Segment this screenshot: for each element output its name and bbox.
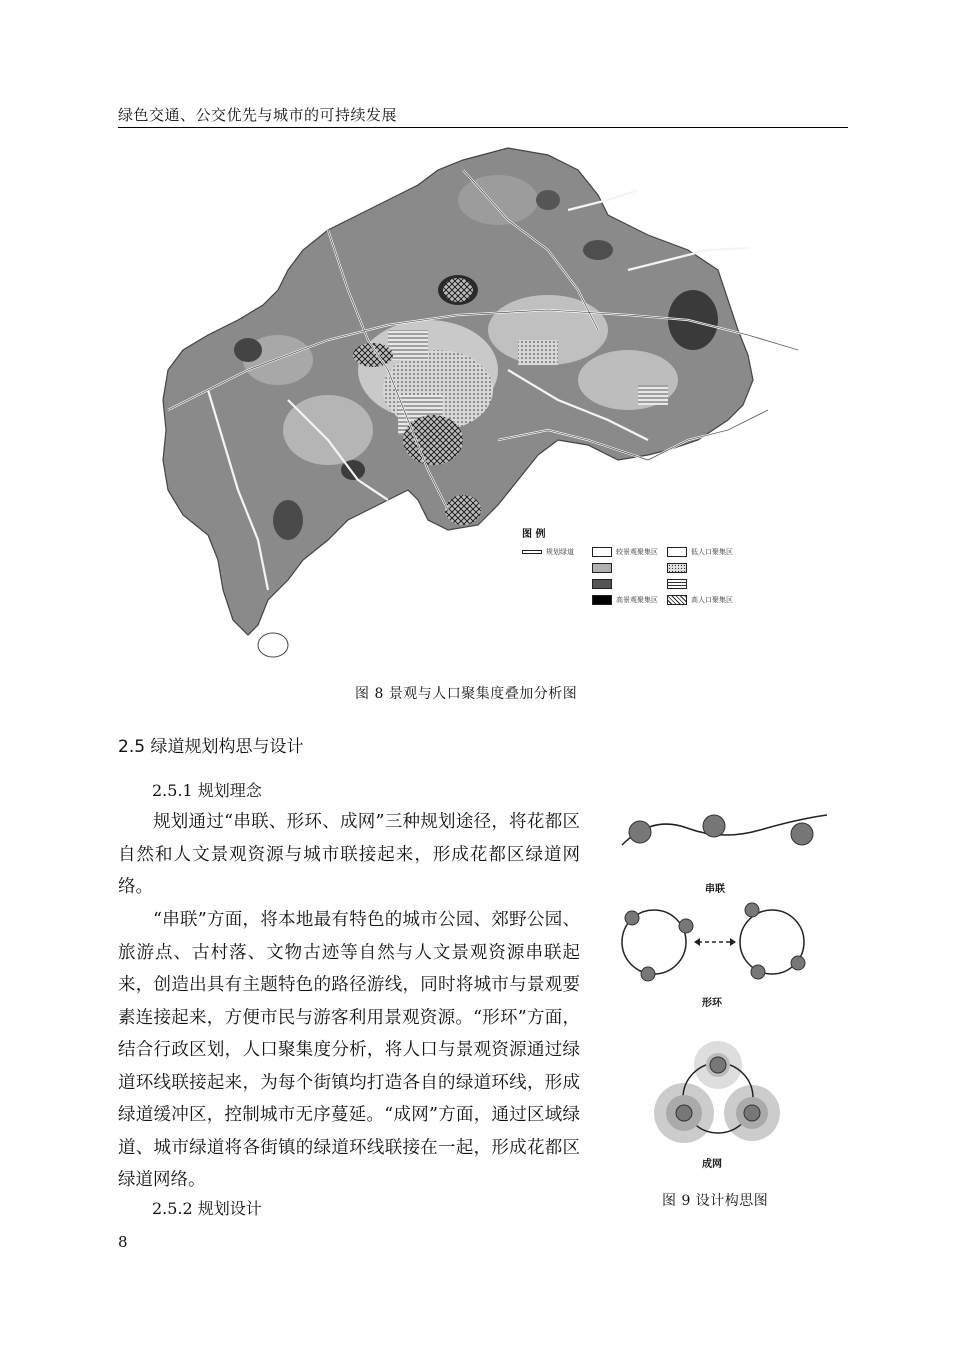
figure8-caption: 图 8 景观与人口聚集度叠加分析图 (355, 686, 578, 702)
legend-low-landscape-label: 较景观聚集区 (616, 548, 658, 556)
legend-low-population-label: 低人口聚集区 (691, 548, 733, 556)
high-landscape-swatch-icon (592, 595, 612, 605)
ring-diagram (622, 903, 805, 981)
low-landscape-swatch-icon (592, 547, 612, 557)
legend-low-landscape (592, 547, 658, 557)
legend-high-landscape (592, 595, 658, 605)
section-title: 2.5 绿道规划构思与设计 (118, 737, 304, 757)
subsection-heading-1: 2.5.1 规划理念 (152, 781, 262, 800)
legend-swatch-light (592, 563, 612, 573)
legend-title: 图 例 (522, 529, 546, 540)
page-number: 8 (118, 1233, 128, 1251)
legend-greenway-label: 规划绿道 (546, 548, 574, 556)
lines-swatch-icon (667, 579, 687, 589)
high-population-swatch-icon (667, 595, 687, 605)
dots-swatch-icon (667, 563, 687, 573)
map-legend (522, 525, 762, 615)
paragraph-1: 规划通过“串联、形环、成网”三种规划途径，将花都区自然和人文景观资源与城市联接起来，形成花都区绿道网络。 (118, 812, 580, 897)
series-label: 串联 (705, 884, 725, 895)
network-diagram (654, 1041, 780, 1143)
concept-diagram (612, 800, 842, 1200)
legend-greenway (522, 547, 574, 557)
legend-swatch-mid (592, 579, 612, 589)
network-label: 成网 (702, 1159, 722, 1170)
low-population-swatch-icon (667, 547, 687, 557)
subsection-heading-2: 2.5.2 规划设计 (152, 1199, 262, 1218)
legend-swatch-dots (667, 563, 687, 573)
legend-swatch-lines (667, 579, 687, 589)
legend-high-landscape-label: 高景观聚集区 (616, 596, 658, 604)
series-diagram (622, 815, 827, 845)
figure9-caption: 图 9 设计构思图 (662, 1193, 769, 1209)
header-rule (118, 127, 848, 128)
running-head: 绿色交通、公交优先与城市的可持续发展 (118, 106, 398, 124)
legend-high-population-label: 高人口聚集区 (691, 596, 733, 604)
ring-label: 形环 (702, 998, 722, 1009)
paragraph-2: “串联”方面，将本地最有特色的城市公园、郊野公园、旅游点、古村落、文物古迹等自然与人文景观资源串联起来，创造出具有主题特色的路径游线，同时将城市与景观要素连接起来，方便市民与游客利用景观资源。“形环”方面，结合行政区划，人口聚集度分析，将人口与景观资源通过绿道环线联接起来，为每个街镇均打造各自的绿道环线，形成绿道缓冲区，控制城市无序蔓延。“成网”方面，通过区域绿道、城市绿道将各街镇的绿道环线联接在一起，形成花都区绿道网络。 (118, 910, 580, 1190)
legend-low-population (667, 547, 733, 557)
legend-high-population (667, 595, 733, 605)
dark-gray-swatch-icon (592, 579, 612, 589)
greenway-swatch-icon (522, 550, 542, 554)
light-gray-swatch-icon (592, 563, 612, 573)
